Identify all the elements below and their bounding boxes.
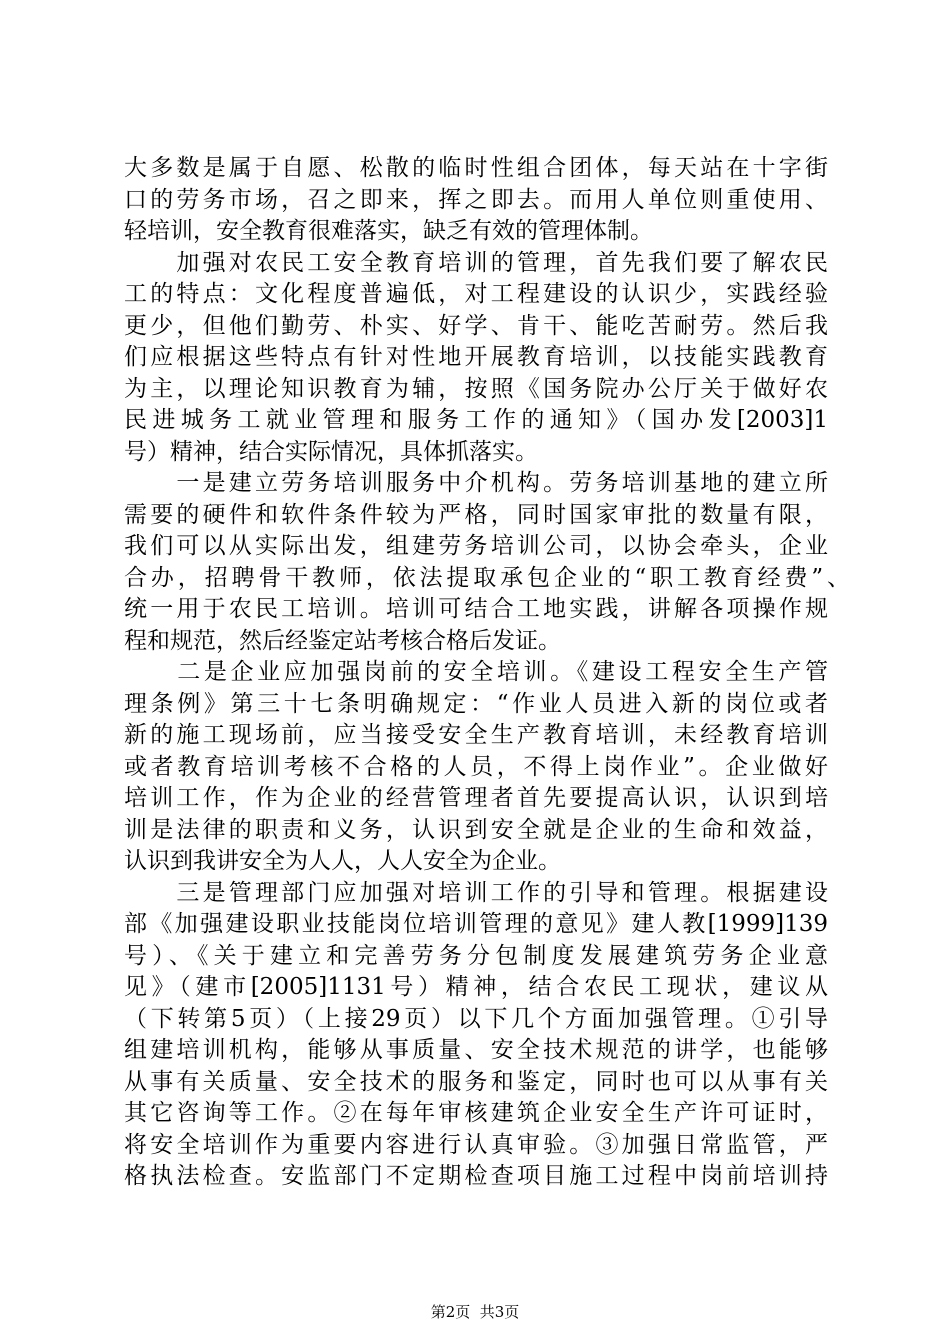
- text-line: 训是法律的职责和义务，认识到安全就是企业的生命和效益，: [124, 816, 828, 843]
- text-line: 二是企业应加强岗前的安全培训。《建设工程安全生产管: [124, 659, 828, 685]
- text-line: 轻培训，安全教育很难落实，缺乏有效的管理体制。: [124, 218, 653, 244]
- text-line: 大多数是属于自愿、松散的临时性组合团体，每天站在十字街: [124, 155, 828, 181]
- text-line: 加强对农民工安全教育培训的管理，首先我们要了解农民: [124, 249, 828, 276]
- text-line: 口的劳务市场，召之即来，挥之即去。而用人单位则重使用、: [124, 186, 828, 213]
- text-line: 部《加强建设职业技能岗位培训管理的意见》建人教[1999]139: [124, 911, 828, 937]
- text-line: 将安全培训作为重要内容进行认真审验。③加强日常监管，严: [124, 1131, 828, 1158]
- text-line: 统一用于农民工培训。培训可结合工地实践，讲解各项操作规: [124, 596, 828, 622]
- text-line: 培训工作，作为企业的经营管理者首先要提高认识，认识到培: [124, 785, 828, 811]
- text-line: 一是建立劳务培训服务中介机构。劳务培训基地的建立所: [124, 470, 828, 496]
- text-line: 或者教育培训考核不合格的人员，不得上岗作业”。企业做好: [124, 753, 828, 780]
- text-line: （下转第5页）（上接29页）以下几个方面加强管理。①引导: [124, 1005, 828, 1032]
- text-line: 为主，以理论知识教育为辅，按照《国务院办公厅关于做好农: [124, 375, 828, 402]
- text-line: 需要的硬件和软件条件较为严格，同时国家审批的数量有限，: [124, 501, 828, 528]
- text-line: 三是管理部门应加强对培训工作的引导和管理。根据建设: [124, 879, 828, 906]
- text-line: 工的特点：文化程度普遍低，对工程建设的认识少，实践经验: [124, 281, 828, 307]
- text-line: 号）精神，结合实际情况，具体抓落实。: [124, 438, 538, 465]
- text-line: 格执法检查。安监部门不定期检查项目施工过程中岗前培训持: [124, 1163, 828, 1189]
- text-line: 更少，但他们勤劳、朴实、好学、肯干、能吃苦耐劳。然后我: [124, 312, 828, 339]
- text-line: 其它咨询等工作。②在每年审核建筑企业安全生产许可证时，: [124, 1100, 828, 1126]
- text-line: 号）、《关于建立和完善劳务分包制度发展建筑劳务企业意: [124, 942, 828, 969]
- document-body: [124, 153, 850, 1193]
- text-line: 认识到我讲安全为人人，人人安全为企业。: [124, 848, 561, 874]
- text-line: 程和规范，然后经鉴定站考核合格后发证。: [124, 627, 561, 654]
- text-line: 见》（建市[2005]1131号）精神，结合农民工现状，建议从: [124, 974, 828, 1000]
- text-line: 新的施工现场前，应当接受安全生产教育培训，未经教育培训: [124, 722, 828, 748]
- text-line: 合办，招聘骨干教师，依法提取承包企业的“职工教育经费”、: [124, 564, 850, 591]
- page-footer: 第2页 共3页: [430, 1303, 520, 1321]
- text-line: 从事有关质量、安全技术的服务和鉴定，同时也可以从事有关: [124, 1068, 828, 1095]
- text-line: 理条例》第三十七条明确规定：“作业人员进入新的岗位或者: [124, 690, 828, 717]
- text-line: 们应根据这些特点有针对性地开展教育培训，以技能实践教育: [124, 344, 828, 370]
- text-line: 组建培训机构，能够从事质量、安全技术规范的讲学，也能够: [124, 1037, 828, 1063]
- text-line: 民进城务工就业管理和服务工作的通知》（国办发[2003]1: [124, 407, 828, 433]
- text-line: 我们可以从实际出发，组建劳务培训公司，以协会牵头，企业: [124, 533, 828, 559]
